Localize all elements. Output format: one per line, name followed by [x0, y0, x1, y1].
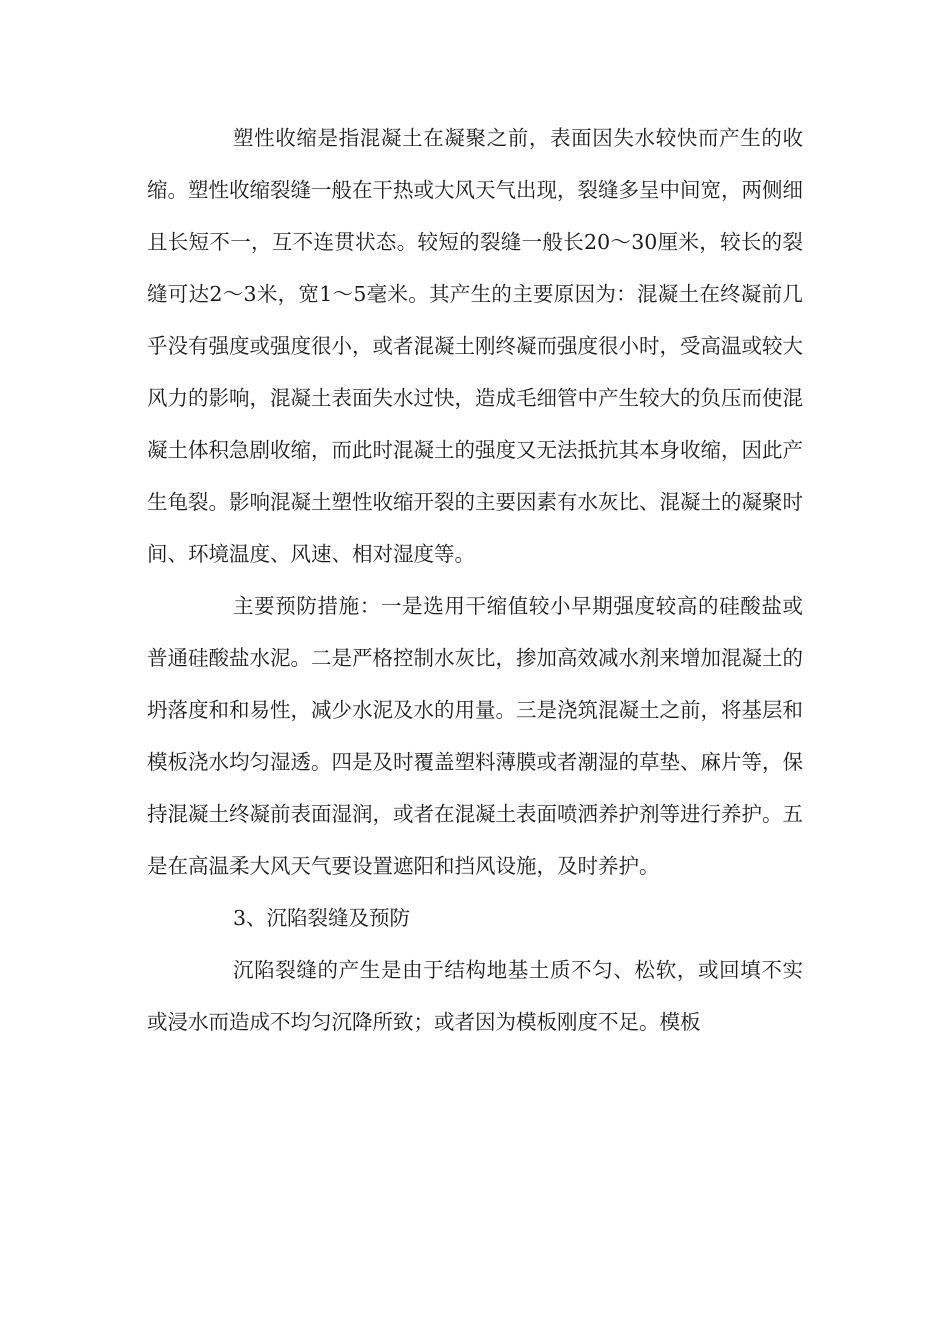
document-body [147, 112, 803, 1048]
paragraph-plastic-shrinkage: 塑性收缩是指混凝土在凝聚之前，表面因失水较快而产生的收缩。塑性收缩裂缝一般在干热或大风天气出现，裂缝多呈中间宽，两侧细且长短不一，互不连贯状态。较短的裂缝一般长20～30厘米，较长的裂缝可达2～3米，宽1～5毫米。其产生的主要原因为：混凝土在终凝前几乎没有强度或强度很小，或者混凝土刚终凝而强度很小时，受高温或较大风力的影响，混凝土表面失水过快，造成毛细管中产生较大的负压而使混凝土体积急剧收缩，而此时混凝土的强度又无法抵抗其本身收缩，因此产生龟裂。影响混凝土塑性收缩开裂的主要因素有水灰比、混凝土的凝聚时间、环境温度、风速、相对湿度等。 [147, 126, 803, 566]
section-heading-settlement-cracks: 3、沉陷裂缝及预防 [233, 906, 411, 930]
paragraph-prevention-measures: 主要预防措施：一是选用干缩值较小早期强度较高的硅酸盐或普通硅酸盐水泥。二是严格控制水灰比，掺加高效减水剂来增加混凝土的坍落度和和易性，减少水泥及水的用量。三是浇筑混凝土之前，将基层和模板浇水均匀湿透。四是及时覆盖塑料薄膜或者潮湿的草垫、麻片等，保持混凝土终凝前表面湿润，或者在混凝土表面喷洒养护剂等进行养护。五是在高温柔大风天气要设置遮阳和挡风设施，及时养护。 [147, 594, 803, 878]
paragraph-settlement-cracks: 沉陷裂缝的产生是由于结构地基土质不匀、松软，或回填不实或浸水而造成不均匀沉降所致；或者因为模板刚度不足。模板 [147, 958, 803, 1034]
